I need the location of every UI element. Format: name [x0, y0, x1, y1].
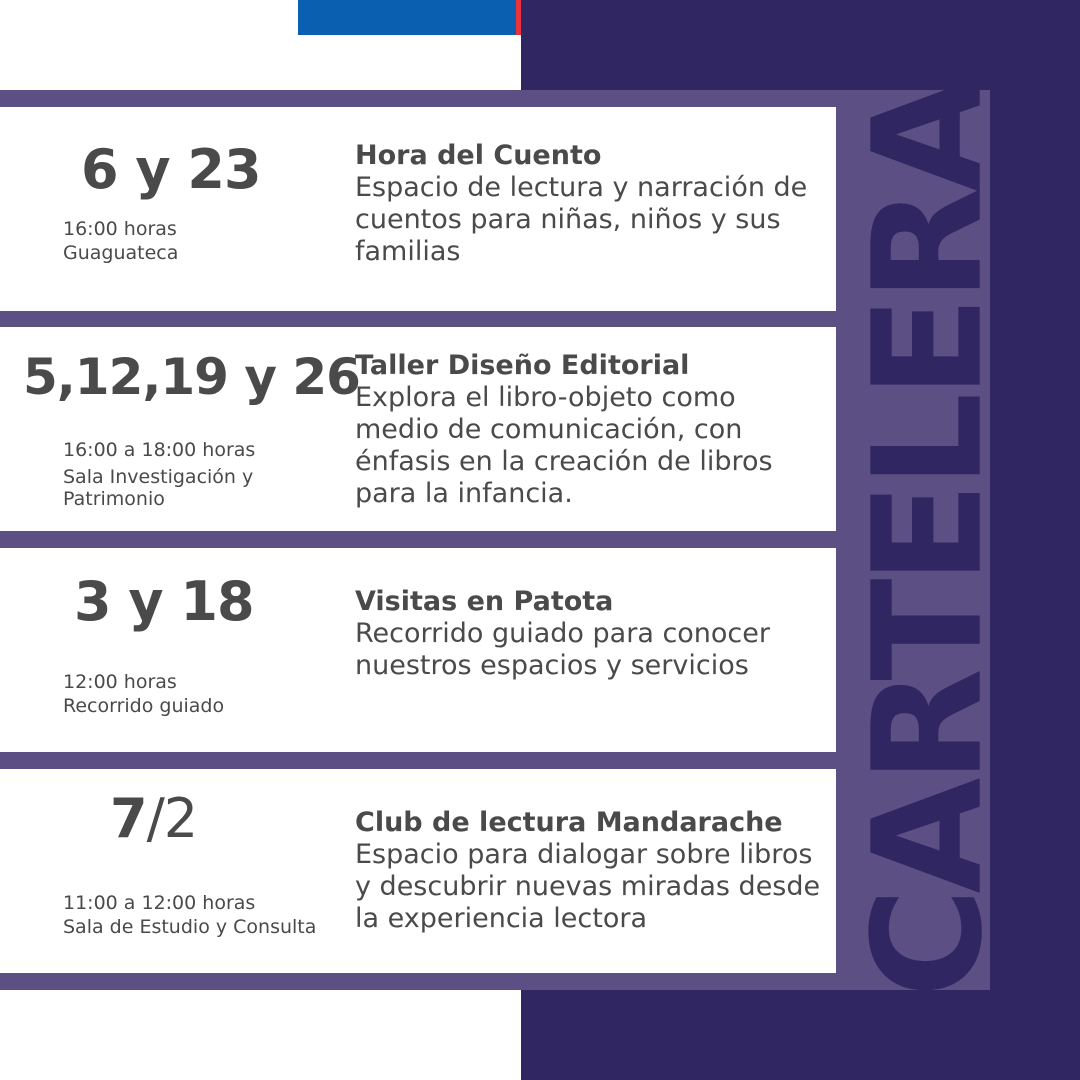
event-description: Espacio de lectura y narración de cuentos para niñas, niños y sus familias	[355, 172, 808, 267]
event-info	[355, 350, 825, 510]
event-time: 16:00 horas	[63, 218, 177, 240]
event-time: 11:00 a 12:00 horas	[63, 892, 256, 914]
event-date: 5,12,19 y 26	[23, 348, 360, 406]
event-place: Sala de Estudio y Consulta	[63, 916, 317, 938]
event-info	[355, 586, 825, 682]
vertical-title-text: CARTELERA	[842, 82, 1016, 998]
event-card-club-de-lectura	[0, 769, 836, 973]
event-description: Explora el libro-objeto como medio de comunicación, con énfasis en la creación de libros para la infancia.	[355, 382, 773, 509]
event-description: Recorrido guiado para conocer nuestros espacios y servicios	[355, 618, 770, 681]
event-description: Espacio para dialogar sobre libros y descubrir nuevas miradas desde la experiencia lectora	[355, 839, 821, 934]
event-title: Taller Diseño Editorial	[355, 350, 690, 381]
event-place: Recorrido guiado	[63, 695, 225, 717]
event-info	[355, 807, 825, 935]
event-place: Guaguateca	[63, 242, 179, 264]
event-card-visitas-en-patota	[0, 548, 836, 752]
event-date: 3 y 18	[74, 570, 254, 633]
event-date	[110, 787, 198, 850]
event-title: Visitas en Patota	[355, 586, 614, 617]
event-meta	[63, 217, 178, 265]
event-time: 12:00 horas	[63, 671, 177, 693]
event-card-hora-del-cuento	[0, 107, 836, 311]
event-title: Hora del Cuento	[355, 140, 602, 171]
event-date-month: /2	[146, 787, 198, 850]
vertical-title	[842, 82, 1016, 998]
event-title: Club de lectura Mandarache	[355, 807, 783, 838]
event-info	[355, 140, 825, 268]
event-place-line: Patrimonio	[63, 488, 165, 510]
event-place-line: Sala Investigación y	[63, 466, 254, 488]
event-time: 16:00 a 18:00 horas	[63, 439, 256, 461]
event-date-day: 7	[110, 787, 147, 850]
flag-stripe-blue	[298, 0, 516, 35]
event-meta	[63, 438, 255, 510]
event-date: 6 y 23	[81, 138, 261, 201]
event-meta	[63, 891, 316, 939]
event-card-taller-diseno-editorial	[0, 327, 836, 531]
event-meta	[63, 670, 224, 718]
